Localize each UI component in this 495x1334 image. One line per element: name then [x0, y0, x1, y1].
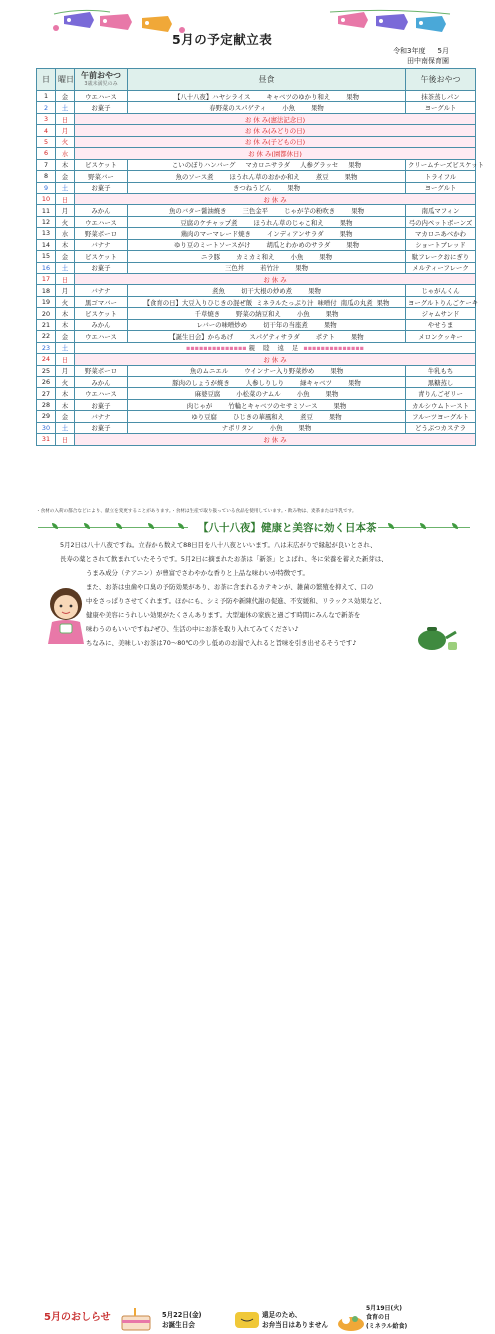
lunch-cell	[128, 376, 406, 387]
afternoon-snack-cell: トライフル	[406, 171, 476, 182]
menu-row	[37, 228, 476, 239]
lunch-dish: 果物	[325, 310, 339, 319]
menu-table-header	[37, 69, 476, 91]
weekday-cell: 日	[56, 434, 75, 445]
tea-line: 味わうのもいいですね♪ぜひ、生活の中にお茶を取り入れてみてください♪	[86, 625, 299, 633]
menu-row	[37, 182, 476, 193]
lunch-dish: ゆり豆腐	[191, 412, 217, 421]
afternoon-snack-cell: 黒糖蒸し	[406, 376, 476, 387]
menu-row	[37, 376, 476, 387]
weekday-cell: 木	[56, 159, 75, 170]
weekday-cell: 火	[56, 216, 75, 227]
afternoon-snack-cell: 弓の内ペットボーンズ	[406, 216, 476, 227]
menu-row	[37, 159, 476, 170]
weekday-cell: 火	[56, 296, 75, 307]
lunch-dish: ミネラルたっぷり汁	[256, 298, 314, 307]
lunch-dish: 三色丼	[224, 264, 245, 273]
lunch-dish: 麻婆豆腐	[194, 390, 221, 399]
lunch-dish: ポテト	[315, 332, 335, 341]
lunch-dish: 果物	[348, 161, 362, 170]
lunch-cell	[128, 308, 406, 319]
lunch-cell	[128, 91, 406, 102]
menu-row	[37, 274, 476, 285]
menu-row	[37, 239, 476, 250]
fiscal-year: 令和3年度	[393, 47, 426, 55]
lunch-dish: カミカミ和え	[236, 252, 275, 261]
weekday-cell: 火	[56, 136, 75, 147]
day-cell: 19	[37, 296, 56, 307]
morning-snack-cell: バナナ	[75, 285, 128, 296]
lunch-dish: レバーの味噌炒め	[196, 321, 248, 330]
menu-row	[37, 365, 476, 376]
weekday-cell: 日	[56, 193, 75, 204]
day-cell: 2	[37, 102, 56, 113]
lunch-dish: 三色金平	[242, 207, 269, 216]
menu-row	[37, 422, 476, 433]
afternoon-snack-cell: クリームチーズビスケット	[406, 159, 476, 170]
weekday-cell: 日	[56, 354, 75, 365]
weekday-cell: 金	[56, 331, 75, 342]
weekday-cell: 土	[56, 182, 75, 193]
lunch-dish: 【食育の日】大豆入りひじきの混ぜ飯	[143, 298, 253, 307]
afternoon-snack-cell: フルーツヨーグルト	[406, 411, 476, 422]
tea-line: ちなみに、美味しいお茶は70〜80℃の少し低めのお湯で入れると旨味を引き出せるそうです♪	[86, 639, 357, 647]
morning-snack-cell: バナナ	[75, 239, 128, 250]
weekday-cell: 日	[56, 113, 75, 124]
lunch-dish: 果物	[333, 401, 347, 410]
header-info	[393, 46, 449, 66]
closed-cell: お 休 み	[75, 434, 476, 445]
morning-snack-cell: ウエハース	[75, 91, 128, 102]
lunch-dish: 切干年の当座煮	[263, 321, 308, 330]
afternoon-snack-cell: 抹茶蒸しパン	[406, 91, 476, 102]
weekday-cell: 水	[56, 148, 75, 159]
event-label: 親 睦 遠 足	[248, 344, 302, 353]
day-cell: 13	[37, 228, 56, 239]
lunch-cell	[128, 331, 406, 342]
day-cell: 20	[37, 308, 56, 319]
weekday-cell: 金	[56, 171, 75, 182]
tea-title: 【八十八夜】健康と美容に効く日本茶	[198, 522, 377, 534]
lunch-dish: 豆腐のケチャップ煮	[180, 218, 238, 227]
lunch-dish: 小魚	[290, 252, 304, 261]
menu-row	[37, 91, 476, 102]
lunch-cell	[128, 365, 406, 376]
lunch-dish: 鶏肉のマーマレード焼き	[180, 229, 251, 238]
lunch-dish: ゆり豆のミートソースがけ	[174, 241, 251, 250]
day-cell: 3	[37, 113, 56, 124]
menu-table	[36, 68, 484, 446]
menu-row	[37, 102, 476, 113]
morning-snack-cell: バナナ	[75, 411, 128, 422]
lunch-dish: 緑キャベツ	[300, 378, 333, 387]
weekday-cell: 木	[56, 308, 75, 319]
day-cell: 6	[37, 148, 56, 159]
morning-snack-cell: ビスケット	[75, 251, 128, 262]
leaf-icon	[452, 523, 458, 529]
morning-snack-cell: 黒ゴマバー	[75, 296, 128, 307]
day-cell: 17	[37, 274, 56, 285]
lunch-dish: 肉じゃが	[186, 401, 213, 410]
month-label: 5月	[437, 47, 449, 55]
menu-row	[37, 251, 476, 262]
birthday-note: 5月22日(金) お誕生日会	[162, 1311, 202, 1329]
lunch-dish: 煮豆	[315, 172, 329, 181]
day-cell: 28	[37, 399, 56, 410]
lunch-dish: 果物	[295, 264, 309, 273]
weekday-cell: 木	[56, 399, 75, 410]
leaf-icon	[84, 523, 90, 529]
tea-line: 長寿の薬とされて飲まれていたそうです。5月2日に摘まれたお茶は「新茶」とよばれ、冬に栄養を蓄えた新芽は、	[60, 555, 388, 563]
afternoon-snack-cell: ヨーグルト	[406, 102, 476, 113]
col-weekday: 曜日	[56, 69, 75, 91]
weekday-cell: 木	[56, 319, 75, 330]
decoration-icon: ▪▪▪▪▪▪▪▪▪▪▪▪▪▪	[185, 344, 249, 353]
morning-snack-cell: お菓子	[75, 102, 128, 113]
leaf-icon	[388, 523, 394, 529]
afternoon-snack-cell: やせうま	[406, 319, 476, 330]
lunch-dish: 小魚	[296, 390, 310, 399]
menu-row	[37, 354, 476, 365]
closed-cell: お 休 み	[75, 354, 476, 365]
lunch-dish: ひじきの華風和え	[232, 412, 285, 421]
morning-snack-cell: お菓子	[75, 262, 128, 273]
morning-snack-cell: みかん	[75, 376, 128, 387]
lunchbox-icon	[232, 1304, 262, 1332]
lunch-dish: スパゲティサラダ	[249, 332, 300, 341]
decoration-icon: ▪▪▪▪▪▪▪▪▪▪▪▪▪▪	[301, 344, 364, 353]
lunch-dish: 果物	[348, 378, 361, 387]
weekday-cell: 土	[56, 262, 75, 273]
lunch-dish: 切干大根の炒め煮	[240, 287, 293, 296]
lunch-dish: 果物	[350, 332, 364, 341]
lunch-dish: 果物	[346, 92, 360, 101]
leaf-icon	[116, 523, 122, 529]
lunch-cell	[128, 411, 406, 422]
afternoon-snack-cell: ショートブレッド	[406, 239, 476, 250]
lunch-dish: マカロニサラダ	[245, 161, 291, 170]
day-cell: 14	[37, 239, 56, 250]
day-cell: 30	[37, 422, 56, 433]
lunch-cell	[128, 296, 406, 307]
menu-row	[37, 113, 476, 124]
morning-snack-cell: お菓子	[75, 182, 128, 193]
menu-row	[37, 285, 476, 296]
lunch-dish: 人参グラッセ	[300, 161, 339, 170]
lunch-dish: 南瓜の丸煮	[340, 298, 373, 307]
lunch-cell	[128, 102, 406, 113]
menu-row	[37, 205, 476, 216]
lunch-dish: 果物	[319, 252, 333, 261]
afternoon-snack-cell: ヨーグルト	[406, 182, 476, 193]
afternoon-snack-cell: 駄フレークおにぎり	[406, 251, 476, 262]
weekday-cell: 月	[56, 285, 75, 296]
day-cell: 4	[37, 125, 56, 136]
footer	[0, 650, 495, 1330]
lunch-dish: 魚のムニエル	[189, 367, 229, 376]
lunch-cell	[128, 319, 406, 330]
menu-row	[37, 319, 476, 330]
lunch-dish: 小魚	[282, 104, 295, 113]
school-name: 田中南保育園	[407, 57, 449, 65]
weekday-cell: 木	[56, 239, 75, 250]
lunch-dish: 果物	[323, 321, 337, 330]
day-cell: 10	[37, 193, 56, 204]
lunch-dish: 果物	[351, 207, 364, 216]
day-cell: 31	[37, 434, 56, 445]
afternoon-snack-cell: マカロニあべかわ	[406, 228, 476, 239]
day-cell: 11	[37, 205, 56, 216]
lunch-dish: 小松菜のナムル	[236, 390, 281, 399]
weekday-cell: 土	[56, 422, 75, 433]
lunch-dish: 煮豆	[300, 412, 313, 421]
tea-line: 5月2日は八十八夜ですね。立春から数えて88日目を八十八夜といいます。八は末広がりで縁起が良いとされ、	[60, 541, 377, 549]
event-cell	[75, 342, 476, 353]
menu-row	[37, 262, 476, 273]
lunch-dish: 【八十八夜】ハヤシライス	[173, 92, 251, 101]
lunch-dish: 果物	[287, 184, 301, 193]
weekday-cell: 木	[56, 388, 75, 399]
menu-row	[37, 125, 476, 136]
menu-row	[37, 331, 476, 342]
day-cell: 7	[37, 159, 56, 170]
day-cell: 24	[37, 354, 56, 365]
lunch-cell	[128, 205, 406, 216]
morning-snack-cell: ビスケット	[75, 159, 128, 170]
morning-snack-cell: ウエハース	[75, 331, 128, 342]
weekday-cell: 金	[56, 411, 75, 422]
announcements-title: 5月のおしらせ	[44, 1312, 111, 1323]
carp-streamer-right-icon	[320, 6, 460, 46]
morning-snack-cell: お菓子	[75, 399, 128, 410]
lunch-dish: 魚のバター醤油焼き	[169, 207, 227, 216]
lunch-dish: じゃが芋の粉吹き	[284, 207, 336, 216]
menu-row	[37, 193, 476, 204]
lunch-dish: ほうれん草のおかか和え	[229, 172, 300, 181]
menu-row	[37, 411, 476, 422]
menu-row	[37, 296, 476, 307]
lunch-dish: 果物	[330, 367, 344, 376]
menu-row	[37, 171, 476, 182]
teapot-icon	[412, 622, 460, 652]
lunch-dish: 煮魚	[212, 287, 225, 296]
closed-cell: お 休 み(みどりの日)	[75, 125, 476, 136]
day-cell: 27	[37, 388, 56, 399]
day-cell: 18	[37, 285, 56, 296]
day-cell: 1	[37, 91, 56, 102]
tea-line: 健康や美容にうれしい効果がたくさんあります。大型連休の家族と過ごす時間にみんなで新茶を	[86, 611, 361, 619]
closed-cell: お 休 み(園都休日)	[75, 148, 476, 159]
weekday-cell: 月	[56, 365, 75, 376]
morning-snack-cell: みかん	[75, 205, 128, 216]
weekday-cell: 土	[56, 102, 75, 113]
lunch-dish: 千草焼き	[194, 310, 221, 319]
lunch-cell	[128, 251, 406, 262]
lunch-dish: 竹輪とキャベツのセサミソース	[228, 401, 318, 410]
weekday-cell: 日	[56, 274, 75, 285]
lunch-cell	[128, 228, 406, 239]
lunch-dish: 果物	[308, 287, 321, 296]
lunch-dish: 人参しりしり	[245, 378, 285, 387]
lunch-dish: 野菜の納豆和え	[236, 310, 281, 319]
lunch-dish: 果物	[376, 298, 390, 307]
tea-section-header	[38, 518, 468, 536]
closed-cell: お 休 み(子どもの日)	[75, 136, 476, 147]
lunch-dish: 果物	[339, 218, 353, 227]
lunch-dish: 豚肉のしょうが焼き	[172, 378, 230, 387]
day-cell: 29	[37, 411, 56, 422]
lunch-dish: 小魚	[269, 424, 283, 433]
weekday-cell: 土	[56, 342, 75, 353]
morning-snack-cell: ビスケット	[75, 308, 128, 319]
lunch-dish: 果物	[344, 172, 358, 181]
meal-icon	[336, 1304, 366, 1334]
afternoon-snack-cell: ヨーグルトりんごケーキ	[406, 296, 476, 307]
lunch-cell	[128, 388, 406, 399]
closed-cell: お 休 み	[75, 193, 476, 204]
afternoon-snack-cell: カルシウムトースト	[406, 399, 476, 410]
tea-line: また、お茶は虫歯や口臭の予防効果があり、お茶に含まれるカテキンが、雑菌の繁殖を抑えて、口の	[86, 583, 374, 591]
morning-snack-cell: みかん	[75, 319, 128, 330]
day-cell: 12	[37, 216, 56, 227]
lunch-dish: ニラ豚	[200, 252, 221, 261]
afternoon-snack-cell: 牛乳もち	[406, 365, 476, 376]
day-cell: 25	[37, 365, 56, 376]
lunch-dish: 果物	[339, 229, 353, 238]
lunch-cell	[128, 422, 406, 433]
afternoon-snack-cell: どうぶつカステラ	[406, 422, 476, 433]
morning-snack-cell: ウエハース	[75, 388, 128, 399]
menu-row	[37, 434, 476, 445]
leaf-icon	[178, 523, 184, 529]
col-morning-snack: 午前おやつ 3歳未満児のみ	[75, 69, 128, 91]
leaf-icon	[148, 523, 154, 529]
lunch-dish: 果物	[328, 412, 342, 421]
lunch-cell	[128, 159, 406, 170]
lunch-dish: 味噌付	[317, 298, 337, 307]
leaf-icon	[420, 523, 426, 529]
lunch-cell	[128, 239, 406, 250]
closed-cell: お 休 み(憲法記念日)	[75, 113, 476, 124]
lunch-dish: 春野菜のスパゲティ	[209, 104, 267, 113]
lunch-dish: 果物	[325, 390, 339, 399]
weekday-cell: 金	[56, 251, 75, 262]
menu-row	[37, 216, 476, 227]
lunch-dish: 胡瓜とわかめのサラダ	[266, 241, 331, 250]
lunch-dish: ナポリタン	[221, 424, 254, 433]
lunch-dish: ほうれん草のじゃこ和え	[253, 218, 324, 227]
menu-row	[37, 399, 476, 410]
page-title: 5月の予定献立表	[172, 32, 273, 47]
day-cell: 26	[37, 376, 56, 387]
lunch-cell	[128, 399, 406, 410]
menu-row	[37, 148, 476, 159]
morning-snack-cell: ウエハース	[75, 216, 128, 227]
lunch-dish: 若竹汁	[260, 264, 280, 273]
lunch-cell	[128, 285, 406, 296]
girl-drinking-tea-icon	[40, 584, 92, 646]
menu-row	[37, 388, 476, 399]
tea-line: うまみ成分（テアニン）が豊富でさわやかな香りと上品な味わいが特徴です。	[86, 569, 309, 577]
morning-snack-cell: 野菜ボーロ	[75, 365, 128, 376]
menu-notes: ・食材の入荷の都合などにより、献立を変更することがあります。・食材は生産で取り扱っている食品を使用しています。・飲み物は、麦茶または牛乳です。	[36, 509, 357, 514]
menu-row	[37, 136, 476, 147]
col-afternoon-snack: 午後おやつ	[406, 69, 476, 91]
afternoon-snack-cell: 南瓜マフィン	[406, 205, 476, 216]
weekday-cell: 水	[56, 228, 75, 239]
morning-snack-cell: 野菜ボーロ	[75, 228, 128, 239]
lunch-dish: 【誕生日会】からあげ	[169, 332, 234, 341]
lunch-dish: 小魚	[296, 310, 310, 319]
afternoon-snack-cell: じゃがんくん	[406, 285, 476, 296]
day-cell: 9	[37, 182, 56, 193]
day-cell: 5	[37, 136, 56, 147]
closed-cell: お 休 み	[75, 274, 476, 285]
day-cell: 16	[37, 262, 56, 273]
lunch-dish: 魚のソース煮	[175, 172, 214, 181]
afternoon-snack-cell: メロンクッキー	[406, 331, 476, 342]
lunch-dish: きつねうどん	[232, 184, 272, 193]
weekday-cell: 火	[56, 376, 75, 387]
morning-snack-cell: お菓子	[75, 422, 128, 433]
day-cell: 23	[37, 342, 56, 353]
afternoon-snack-cell: ジャムサンド	[406, 308, 476, 319]
menu-row	[37, 308, 476, 319]
lunch-cell	[128, 182, 406, 193]
day-cell: 22	[37, 331, 56, 342]
lunch-dish: インディアンサラダ	[266, 229, 324, 238]
afternoon-snack-cell: 青りんごゼリー	[406, 388, 476, 399]
lunch-dish: 果物	[311, 104, 324, 113]
no-lunchbox-note: 遠足のため、 お弁当日はありません	[262, 1311, 328, 1329]
lunch-dish: 果物	[298, 424, 312, 433]
morning-snack-cell: 野菜バー	[75, 171, 128, 182]
weekday-cell: 月	[56, 125, 75, 136]
menu-row	[37, 342, 476, 353]
carp-streamer-left-icon	[50, 6, 190, 46]
col-lunch: 昼食	[128, 69, 406, 91]
cake-icon	[116, 1304, 156, 1334]
shokuiku-note: 5月19日(火) 食育の日 (ミネラル給食)	[366, 1305, 408, 1330]
lunch-cell	[128, 262, 406, 273]
lunch-dish: ウインナー入り野菜炒め	[244, 367, 315, 376]
col-day: 日	[37, 69, 56, 91]
day-cell: 21	[37, 319, 56, 330]
weekday-cell: 月	[56, 205, 75, 216]
day-cell: 15	[37, 251, 56, 262]
tea-line: 中をさっぱりさせてくれます。ほかにも、シミ予防や新陳代謝の促進、不安緩和、リラックス効果など、	[86, 597, 386, 605]
day-cell: 8	[37, 171, 56, 182]
lunch-cell	[128, 171, 406, 182]
weekday-cell: 金	[56, 91, 75, 102]
lunch-dish: こいのぼりハンバーグ	[171, 161, 236, 170]
lunch-dish: キャベツのゆかり和え	[266, 92, 331, 101]
lunch-cell	[128, 216, 406, 227]
lunch-dish: 果物	[346, 241, 359, 250]
afternoon-snack-cell: メルティーフレーク	[406, 262, 476, 273]
leaf-icon	[52, 523, 58, 529]
page-header	[0, 0, 495, 66]
